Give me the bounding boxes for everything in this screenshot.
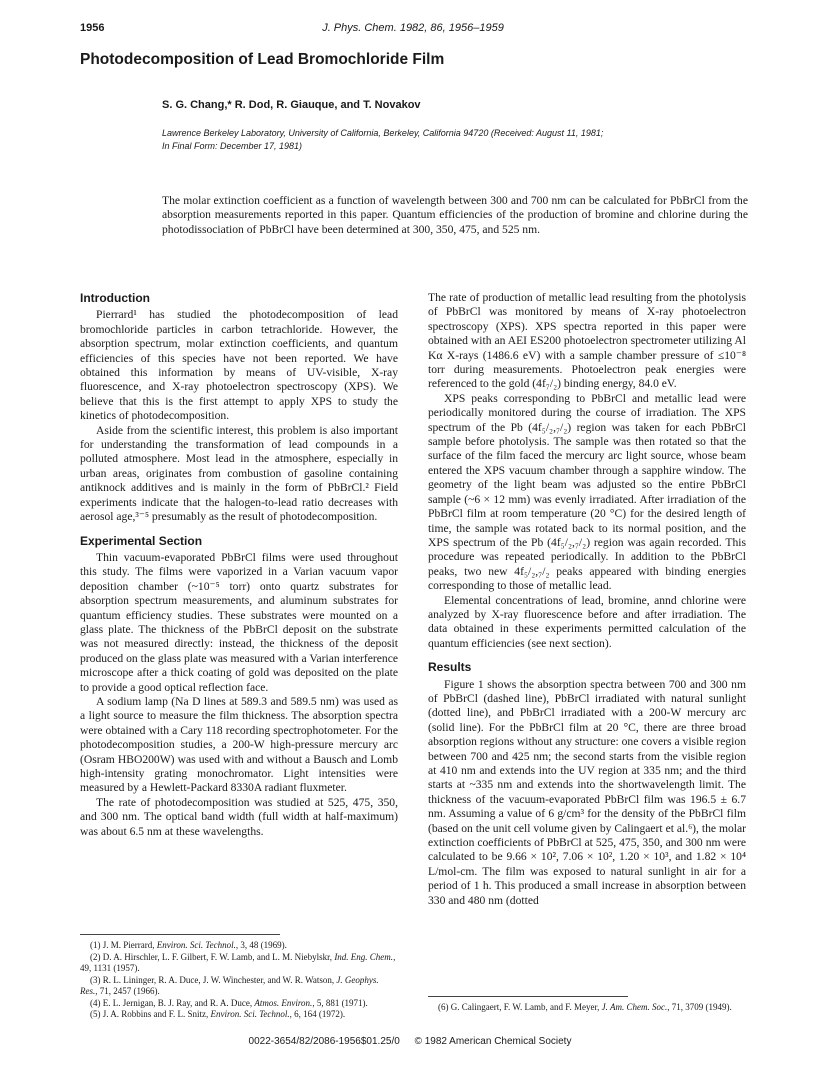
journal-reference: J. Phys. Chem. 1982, 86, 1956–1959 <box>322 22 504 34</box>
methods-paragraph-1: The rate of production of metallic lead resulting from the photolysis of PbBrCl was monitored by means of X-ray photoelectron spectroscopy (XPS). XPS spectra reported in this paper were obtained with an AEI ES200 photoelectron spectrometer utilizing Al Kα X-rays (1486.6 eV) with a sample chamber pressure of ≤10⁻⁸ torr during measurements. Photoelectron peak energies were referenced to the gold (4f₇/₂) binding energy, 84.0 eV. <box>428 291 746 391</box>
page-footer <box>0 1036 820 1047</box>
received-dates: In Final Form: December 17, 1981) <box>162 141 303 151</box>
experimental-heading: Experimental Section <box>80 533 203 548</box>
footnote-3: (3) R. L. Lininger, R. A. Duce, J. W. Winchester, and W. R. Watson, J. Geophys. Res., 71, 2457 (1966). <box>80 974 379 996</box>
footnote-rule <box>428 996 628 997</box>
copyright: © 1982 American Chemical Society <box>414 1036 572 1047</box>
experimental-paragraph-1: Thin vacuum-evaporated PbBrCl films were used throughout this study. The films were vaporized in a Varian vacuum vapor deposition chamber (~10⁻⁵ torr) onto quartz substrates for absorption spectrum measurements, and aluminum substrates for quantum efficiency studies. These substrates were mounted on a glass plate. The thickness of the PbBrCl deposit on the substrate was not measured directly: instead, the thickness of the deposit produced on the glass plate was measured with a Varian interference microscope after a thick coating of gold was deposited on the plate to provide a good optical reflection face. <box>80 550 398 694</box>
footnote-1: (1) J. M. Pierrard, Environ. Sci. Technol., 3, 48 (1969). <box>90 940 287 950</box>
footnote-4: (4) E. L. Jernigan, B. J. Ray, and R. A. Duce, Atmos. Environ., 5, 881 (1971). <box>90 997 368 1008</box>
intro-paragraph-2: Aside from the scientific interest, this problem is also important for understanding the transformation of lead compounds in a polluted atmosphere. Most lead in the atmosphere, especially in urban areas, originates from combustion of gasoline containing antiknock additives and is mainly in the form of PbBrCl.² Field experiments indicate that the halogen-to-lead ratio decreases with aerosol age,³⁻⁵ presumably as the result of photodecomposition. <box>80 423 398 524</box>
footnote-5: (5) J. A. Robbins and F. L. Snitz, Environ. Sci. Technol., 6, 164 (1972). <box>90 1009 346 1019</box>
left-column <box>80 291 398 839</box>
methods-paragraph-2: XPS peaks corresponding to PbBrCl and metallic lead were periodically monitored during the course of irradiation. The XPS spectrum of the Pb (4f₅/₂,₇/₂) region was taken for each PbBrCl sample before photolysis. The sample was then rotated so that the surface of the film faced the mercury arc light source, whose beam entered the XPS vacuum chamber through a sapphire window. The geometry of the light beam was adjusted so the entire PbBrCl sample (~6 × 12 mm) was evenly irradiated. After irradiation of the PbBrCl film at room temperature (20 °C) for the desired length of time, the sample was rotated back to its normal position, and the XPS spectrum of the Pb (4f₅/₂,₇/₂) region was again recorded. This procedure was repeated periodically. In addition to the PbBrCl peaks, two new 4f₅/₂,₇/₂ peaks appeared with binding energies corresponding to those of metallic lead. <box>428 391 746 593</box>
footnotes-right <box>428 1002 746 1014</box>
right-column <box>428 291 746 908</box>
footnotes-left <box>80 940 398 1021</box>
results-paragraph-1: Figure 1 shows the absorption spectra between 700 and 300 nm of PbBrCl (dashed line), PbBrCl irradiated with natural sunlight (dotted line), and PbBrCl irradiated with a 200-W mercury arc (solid line). For the PbBrCl film at 20 °C, there are three broad absorption regions without any structure: one covers a visible region between 700 and 425 nm; the second starts from the visible region at 410 nm and extends into the UV region at 335 nm; and the third starts at ~335 nm and extends into the shortwavelength limit. The thickness of the vacuum-evaporated PbBrCl film was 196.5 ± 6.7 nm. Assuming a value of 6 g/cm³ for the density of the PbBrCl film (based on the unit cell volume given by Calingaert et al.⁶), the molar extinction coefficients of PbBrCl at 525, 475, 350, and 300 nm were calculated to be 9.66 × 10², 7.06 × 10², 1.20 × 10³, and 1.82 × 10⁴ L/mol-cm. The film was exposed to natural sunlight in air for a period of 1 h. This produced a small increase in absorption between 330 and 480 nm (dotted <box>428 677 746 907</box>
footnote-rule <box>80 934 280 935</box>
methods-paragraph-3: Elemental concentrations of lead, bromine, annd chlorine were analyzed by X-ray fluorescence before and after irradiation. The data obtained in these experiments permitted calculation of the quantum efficiencies (see next section). <box>428 593 746 650</box>
results-heading: Results <box>428 660 472 675</box>
experimental-paragraph-3: The rate of photodecomposition was studied at 525, 475, 350, and 300 nm. The optical band width (full width at half-maximum) was about 6.5 nm at these wavelengths. <box>80 795 398 838</box>
experimental-paragraph-2: A sodium lamp (Na D lines at 589.3 and 589.5 nm) was used as a light source to measure the film thickness. The absorption spectra were obtained with a Cary 118 recording spectrophotometer. For the photodecomposition studies, a 200-W high-pressure mercury arc (Osram HBO200W) was used with and without a Bausch and Lomb high-intensity grating monochromator. Light intensities were measured by a Hewlett-Packard 8330A radiant fluxmeter. <box>80 694 398 795</box>
intro-paragraph-1: Pierrard¹ has studied the photodecomposition of lead bromochloride particles in carbon tetrachloride. However, the absorption spectrum, molar extinction coefficients, and quantum efficiencies of this species have not been reported. We have obtained this information by means of UV-visible, X-ray fluorescence, and X-ray photoelectron spectroscopy (XPS). We believe that this is the first attempt to apply XPS to study the kinetics of photodecomposition. <box>80 308 398 423</box>
page-number: 1956 <box>80 22 105 34</box>
article-code: 0022-3654/82/2086-1956$01.25/0 <box>248 1036 400 1047</box>
author-list: S. G. Chang,* R. Dod, R. Giauque, and T. Novakov <box>162 99 421 111</box>
footnote-2: (2) D. A. Hirschler, L. F. Gilbert, F. W. Lamb, and L. M. Niebylskr, Ind. Eng. Chem., 49, 1131 (1957). <box>80 951 396 973</box>
running-head <box>80 22 746 38</box>
affiliation <box>162 127 762 153</box>
article-title: Photodecomposition of Lead Bromochloride Film <box>80 51 445 68</box>
abstract: The molar extinction coefficient as a function of wavelength between 300 and 700 nm can be calculated for PbBrCl from the absorption measurements reported in this paper. Quantum efficiencies of the production of bromine and chlorine during the photodissociation of PbBrCl have been determined at 300, 350, 475, and 525 nm. <box>162 194 748 236</box>
footnote-6: (6) G. Calingaert, F. W. Lamb, and F. Meyer, J. Am. Chem. Soc., 71, 3709 (1949). <box>438 1002 732 1012</box>
affiliation-line: Lawrence Berkeley Laboratory, University of California, Berkeley, California 94720 (Received: August 11, 1981; <box>162 128 604 138</box>
introduction-heading: Introduction <box>80 291 150 305</box>
